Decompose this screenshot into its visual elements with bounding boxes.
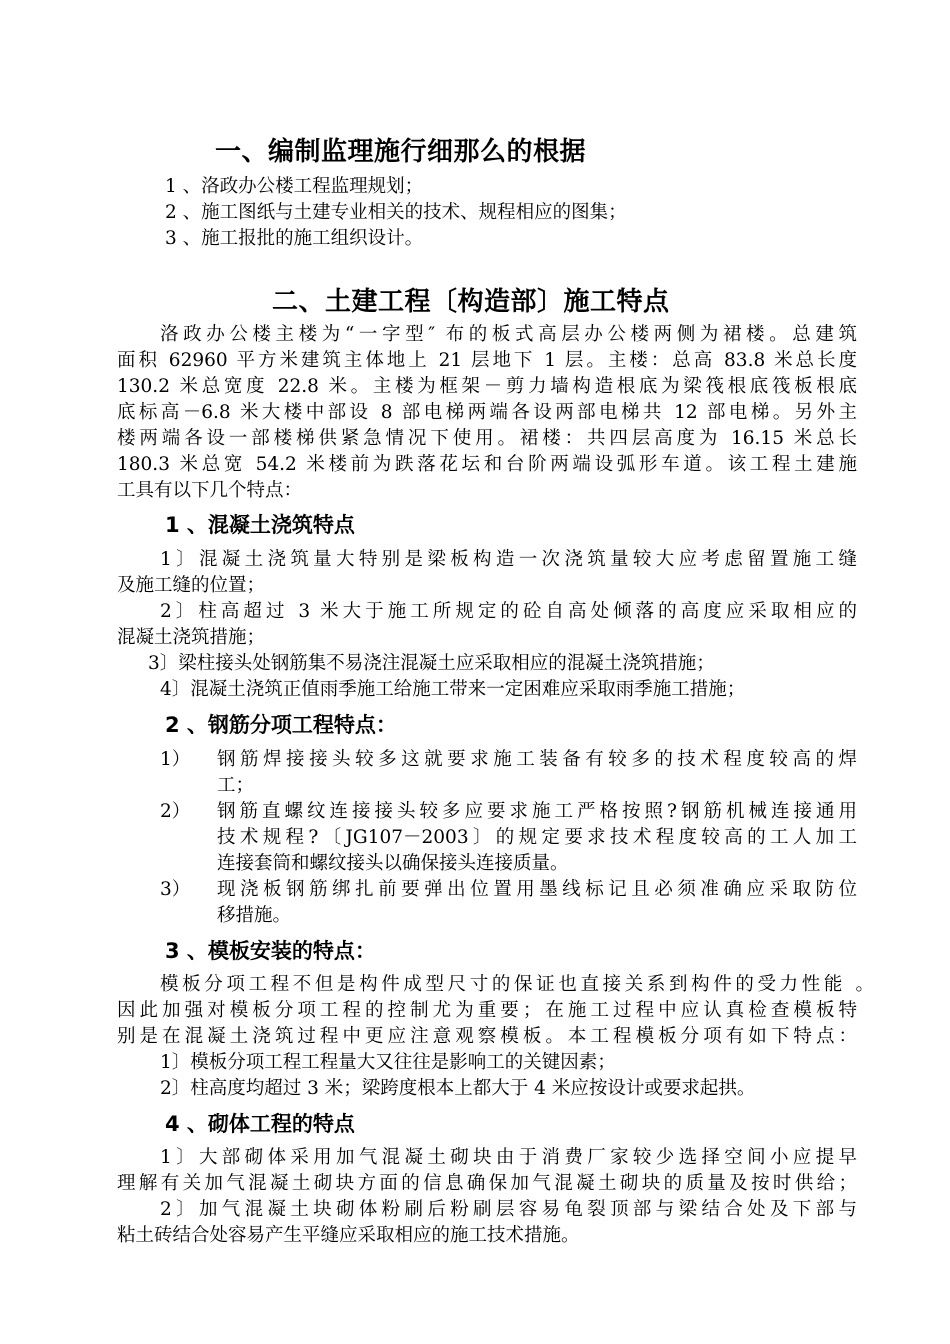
intro-line: 洛政办公楼主楼为“一字型″ 布的板式高层办公楼两侧为裙楼。总建筑 <box>160 324 857 345</box>
paragraph-line: 3〕梁柱接头处钢筋集不易浇注混凝土应采取相应的混凝土浇筑措施； <box>148 653 715 674</box>
list-item-line: 钢筋直螺纹连接接头较多应要求施工严格按照?钢筋机械连接通用 <box>217 801 857 822</box>
list-item-line: 连接套筒和螺纹接头以确保接头连接质量。 <box>217 853 569 874</box>
list-number: 1） <box>160 749 191 770</box>
paragraph-line: 2〕加气混凝土块砌体粉刷后粉刷层容易龟裂顶部与梁结合处及下部与 <box>160 1199 857 1220</box>
paragraph-line: 2〕柱高超过 3 米大于施工所规定的砼自高处倾落的高度应采取相应的 <box>160 601 857 622</box>
list-number: 3） <box>160 879 191 900</box>
section-title: 1 、混凝土浇筑特点 <box>165 513 355 537</box>
paragraph-line: 别是在混凝土浇筑过程中更应注意观察模板。本工程模板分项有如下特点： <box>117 1026 857 1047</box>
list-number: 2） <box>160 801 191 822</box>
list-item-line: 技术规程?〔JG107－2003〕的规定要求技术程度较高的工人加工 <box>217 827 857 848</box>
section-title: 3 、模板安装的特点： <box>165 939 376 963</box>
paragraph-line: 及施工缝的位置； <box>117 575 266 596</box>
list-item-line: 工； <box>217 775 255 796</box>
paragraph-line: 理解有关加气混凝土砌块方面的信息确保加气混凝土砌块的质量及按时供给； <box>117 1173 857 1194</box>
paragraph-line: 4〕混凝土浇筑正值雨季施工给施工带来一定困难应采取雨季施工措施； <box>160 679 746 700</box>
paragraph-line: 混凝土浇筑措施； <box>117 627 266 648</box>
basis-item: 1 、洛政办公楼工程监理规划； <box>165 176 424 197</box>
intro-line: 130.2 米总宽度 22.8 米。主楼为框架－剪力墙构造根底为梁筏根底筏板根底 <box>117 376 857 397</box>
list-item-line: 现浇板钢筋绑扎前要弹出位置用墨线标记且必须准确应采取防位 <box>217 879 857 900</box>
basis-item: 2 、施工图纸与土建专业相关的技术、规程相应的图集； <box>165 202 627 223</box>
paragraph-line: 1〕大部砌体采用加气混凝土砌块由于消费厂家较少选择空间小应提早 <box>160 1147 857 1168</box>
paragraph-line: 2〕柱高度均超过 3 米；梁跨度根本上都大于 4 米应按设计或要求起拱。 <box>160 1078 756 1099</box>
paragraph-line: 粘土砖结合处容易产生平缝应采取相应的施工技术措施。 <box>117 1225 580 1246</box>
paragraph-line: 模板分项工程不但是构件成型尺寸的保证也直接关系到构件的受力性能 。 <box>160 974 874 995</box>
paragraph-line: 1〕模板分项工程工程量大又往往是影响工的关键因素； <box>160 1052 616 1073</box>
paragraph-line: 1〕混凝土浇筑量大特别是梁板构造一次浇筑量较大应考虑留置施工缝 <box>160 549 857 570</box>
heading-features: 二、土建工程〔构造部〕施工特点 <box>272 287 670 317</box>
section-title: 4 、砌体工程的特点 <box>165 1112 355 1136</box>
list-item-line: 钢筋焊接接头较多这就要求施工装备有较多的技术程度较高的焊 <box>217 749 857 770</box>
basis-item: 3 、施工报批的施工组织设计。 <box>165 228 424 249</box>
intro-line: 底标高－6.8 米大楼中部设 8 部电梯两端各设两部电梯共 12 部电梯。另外主 <box>117 402 857 423</box>
intro-line: 180.3 米总宽 54.2 米楼前为跌落花坛和台阶两端设弧形车道。该工程土建施 <box>117 454 857 475</box>
list-item-line: 移措施。 <box>217 905 292 926</box>
intro-line: 工具有以下几个特点： <box>117 480 303 501</box>
intro-line: 楼两端各设一部楼梯供紧急情况下使用。裙楼：共四层高度为 16.15 米总长 <box>117 428 857 449</box>
intro-line: 面积 62960 平方米建筑主体地上 21 层地下 1 层。主楼：总高 83.8 米总长度 <box>117 350 857 371</box>
heading-basis: 一、编制监理施行细那么的根据 <box>215 137 587 167</box>
section-title: 2 、钢筋分项工程特点： <box>165 713 397 737</box>
paragraph-line: 因此加强对模板分项工程的控制尤为重要；在施工过程中应认真检查模板特 <box>117 1000 857 1021</box>
